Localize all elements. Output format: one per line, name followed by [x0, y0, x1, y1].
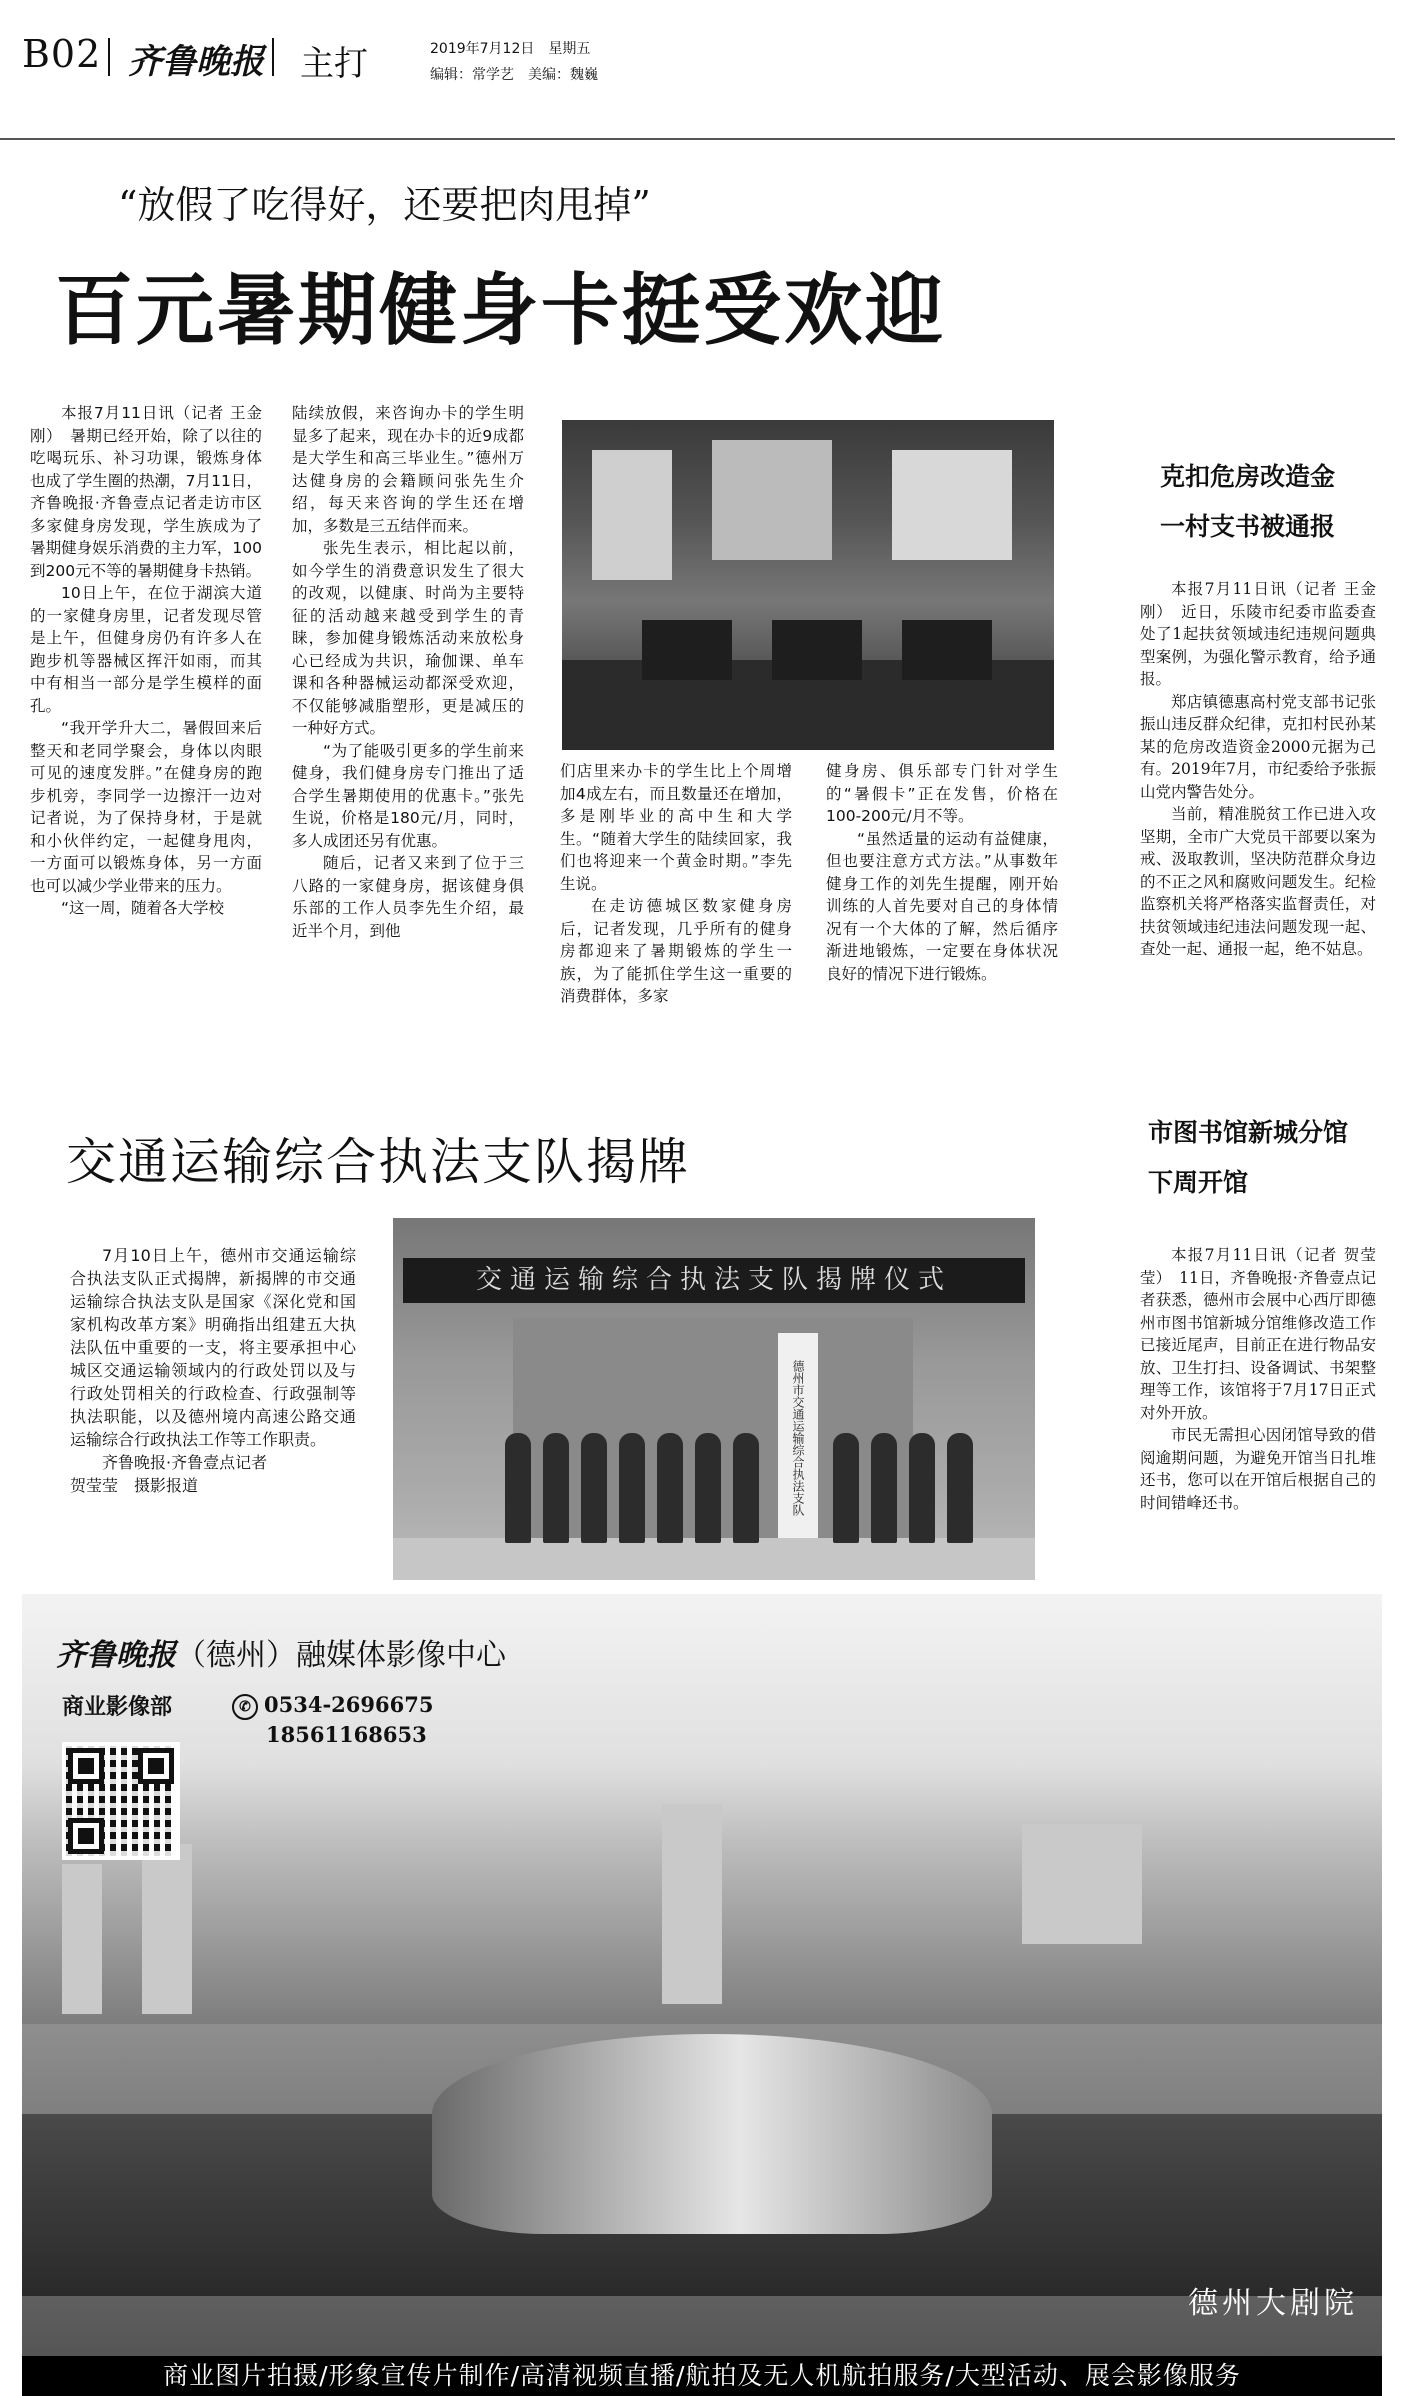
paragraph: 本报7月11日讯（记者 王金刚） 近日，乐陵市纪委市监委查处了1起扶贫领域违纪违规问题典型案例，为强化警示教育，给予通报。 — [1140, 580, 1376, 688]
ad-department: 商业影像部 — [62, 1694, 173, 1720]
paragraph: 本报7月11日讯（记者 贺莹莹） 11日，齐鲁晚报·齐鲁壹点记者获悉，德州市会展中心西厅即德州市图书馆新城分馆维修改造工作已接近尾声，目前正在进行物品安放、卫生打扫、设备调试、书架整理等工作，该馆将于7月17日正式对外开放。 — [1140, 1246, 1376, 1422]
newspaper-logo: 齐鲁晚报 — [128, 42, 264, 82]
paragraph: “为了能吸引更多的学生前来健身，我们健身房专门推出了适合学生暑期使用的优惠卡。”张先生说，价格是180元/月，同时，多人成团还另有优惠。 — [292, 741, 524, 850]
ad-phone-2: 18561168653 — [266, 1722, 427, 1747]
paragraph: 市民无需担心因闭馆导致的借阅逾期问题，为避免开馆当日扎堆还书，您可以在开馆后根据自己的时间错峰还书。 — [1140, 1426, 1376, 1512]
story1-column-3 — [560, 760, 792, 1008]
agency-sign: 德州市交通运输综合执法支队 — [778, 1333, 818, 1543]
qr-finder — [138, 1748, 174, 1784]
person — [505, 1433, 531, 1543]
person — [909, 1433, 935, 1543]
ground — [393, 1538, 1035, 1580]
story1-kicker: “放假了吃得好，还要把肉甩掉” — [118, 183, 651, 227]
title-line: 市图书馆新城分馆 — [1148, 1118, 1349, 1147]
tower — [1022, 1824, 1142, 1944]
ceremony-banner: 交通运输综合执法支队揭牌仪式 — [403, 1258, 1025, 1303]
window — [712, 440, 832, 560]
paragraph: 随后，记者又来到了位于三八路的一家健身房，据该健身俱乐部的工作人员李先生介绍，最近半个月，到他 — [292, 854, 524, 940]
story1-column-2 — [292, 402, 524, 942]
ad-phones — [232, 1690, 433, 1750]
treadmill — [902, 620, 992, 680]
qr-finder — [68, 1748, 104, 1784]
person — [657, 1433, 683, 1543]
story1-column-1 — [30, 402, 262, 920]
header-divider — [272, 38, 274, 76]
person — [581, 1433, 607, 1543]
sidebar2-body — [1140, 1244, 1376, 1514]
paragraph: “这一周，随着各大学校 — [61, 899, 225, 917]
story1-column-4 — [826, 760, 1058, 985]
paragraph: “我开学升大二，暑假回来后整天和老同学聚会，身体以肉眼可见的速度发胖。”在健身房的跑步机旁，李同学一边擦汗一边对记者说，为了保持身材，于是就和小伙伴约定，一起健身甩肉，一方面可以锻炼身体，另一方面也可以减少学业带来的压力。 — [30, 719, 262, 895]
window — [592, 450, 672, 580]
tower — [142, 1844, 192, 2014]
paragraph: 陆续放假，来咨询办卡的学生明显多了起来，现在办卡的近9成都是大学生和高三毕业生。”德州万达健身房的会籍顾问张先生介绍，每天来咨询的学生还在增加，多数是三五结伴而来。 — [292, 404, 524, 535]
issue-editors: 编辑：常学艺 美编：魏巍 — [430, 67, 598, 83]
issue-date: 2019年7月12日 星期五 — [430, 41, 591, 57]
qr-code-icon — [62, 1742, 180, 1860]
paragraph: 们店里来办卡的学生比上个周增加4成左右，而且数量还在增加，多是刚毕业的高中生和大学生。“随着大学生的陆续回家，我们也将迎来一个黄金时期。”李先生说。 — [560, 762, 792, 893]
paragraph: 郑店镇德惠高村党支部书记张振山违反群众纪律，克扣村民孙某某的危房改造资金2000元据为己有。2019年7月，市纪委给予张振山党内警告处分。 — [1140, 692, 1376, 801]
grand-theater — [432, 2034, 992, 2234]
person — [619, 1433, 645, 1543]
title-line: 一村支书被通报 — [1160, 512, 1336, 541]
story1-headline: 百元暑期健身卡挺受欢迎 — [55, 266, 947, 356]
person — [543, 1433, 569, 1543]
paragraph: 7月10日上午，德州市交通运输综合执法支队正式揭牌，新揭牌的市交通运输综合执法支队是国家《深化党和国家机构改革方案》明确指出组建五大执法队伍中重要的一支，将主要承担中心城区交通运输领域内的行政处罚以及与行政处罚相关的行政检查、行政强制等执法职能，以及德州境内高速公路交通运输综合行政执法工作等工作职责。 — [70, 1246, 356, 1449]
header-divider — [108, 38, 110, 76]
header-rule — [0, 138, 1395, 140]
sidebar1-body — [1140, 578, 1376, 961]
paragraph: 在走访德城区数家健身房后，记者发现，几乎所有的健身房都迎来了暑期锻炼的学生一族，为了能抓住学生这一重要的消费群体，多家 — [560, 897, 792, 1005]
byline: 齐鲁晚报·齐鲁壹点记者 — [102, 1453, 268, 1472]
qr-finder — [68, 1818, 104, 1854]
paragraph: 10日上午，在位于湖滨大道的一家健身房里，记者发现尽管是上午，但健身房仍有许多人在跑步机等器械区挥汗如雨，而其中有相当一部分是学生模样的面孔。 — [30, 584, 262, 715]
paragraph: 当前，精准脱贫工作已进入攻坚期，全市广大党员干部要以案为戒、汲取教训，坚决防范群众身边的不正之风和腐败问题发生。纪检监察机关将严格落实监督责任，对扶贫领域违纪违法问题发现一起、查处一起、通报一起，绝不姑息。 — [1140, 805, 1376, 958]
ad-phone-1: 0534-2696675 — [264, 1692, 434, 1717]
ad-logo — [56, 1630, 506, 1674]
person — [871, 1433, 897, 1543]
photo-caption: 德州大剧院 — [1188, 2286, 1358, 2321]
person — [733, 1433, 759, 1543]
ad-services-bar: 商业图片拍摄/形象宣传片制作/高清视频直播/航拍及无人机航拍服务/大型活动、展会影像服务 — [22, 2356, 1382, 2396]
sidebar1-title — [1160, 452, 1335, 552]
title-line: 下周开馆 — [1148, 1168, 1249, 1197]
story2-body — [70, 1244, 356, 1497]
window — [892, 450, 1012, 560]
person — [833, 1433, 859, 1543]
tower — [662, 1804, 722, 2004]
sidebar2-title — [1148, 1108, 1348, 1208]
section-name: 主打 — [300, 44, 368, 84]
title-line: 克扣危房改造金 — [1160, 462, 1336, 491]
phone-icon: ✆ — [232, 1694, 258, 1720]
person — [695, 1433, 721, 1543]
paragraph: 健身房、俱乐部专门针对学生的“暑假卡”正在发售，价格在100-200元/月不等。 — [826, 762, 1058, 825]
ceremony-photo — [393, 1218, 1035, 1580]
ad-logo-name: 齐鲁晚报 — [56, 1638, 176, 1673]
treadmill — [642, 620, 732, 680]
paragraph: 本报7月11日讯（记者 王金刚） 暑期已经开始，除了以往的吃喝玩乐、补习功课，锻炼身体也成了学生圈的热潮，7月11日，齐鲁晚报·齐鲁壹点记者走访市区多家健身房发现，学生族成为了暑期健身娱乐消费的主力军，100到200元不等的暑期健身卡热销。 — [30, 404, 262, 580]
paragraph: “虽然适量的运动有益健康，但也要注意方式方法。”从事数年健身工作的刘先生提醒，刚开始训练的人首先要对自己的身体情况有一个大体的了解，然后循序渐进地锻炼，一定要在身体状况良好的情况下进行锻炼。 — [826, 829, 1058, 983]
story2-headline: 交通运输综合执法支队揭牌 — [66, 1133, 690, 1191]
byline: 贺莹莹 摄影报道 — [70, 1476, 199, 1495]
treadmill — [772, 620, 862, 680]
paragraph: 张先生表示，相比起以前，如今学生的消费意识发生了很大的改观，以健康、时尚为主要特征的活动越来越受到学生的青睐，参加健身锻炼活动来放松身心已经成为共识，瑜伽课、单车课和各种器械运动都深受欢迎，不仅能够减脂塑形，更是减压的一种好方式。 — [292, 539, 524, 737]
tower — [62, 1864, 102, 2014]
gym-photo — [562, 420, 1054, 750]
issue-meta — [430, 36, 598, 88]
photo-studio-ad — [22, 1594, 1382, 2356]
person — [947, 1433, 973, 1543]
ad-logo-suffix: （德州）融媒体影像中心 — [176, 1638, 506, 1673]
page-number: B02 — [22, 32, 102, 76]
